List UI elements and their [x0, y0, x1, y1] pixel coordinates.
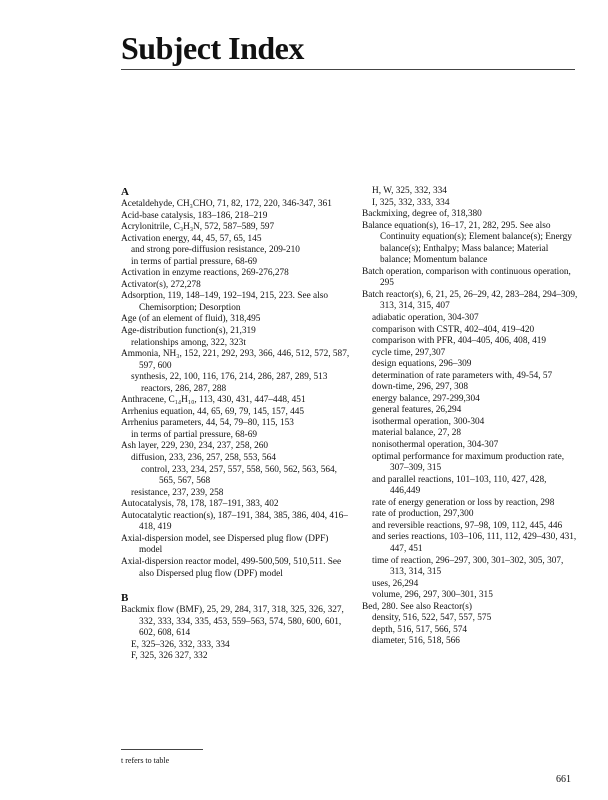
index-entry: Arrhenius equation, 44, 65, 69, 79, 145, 157, 445 [121, 406, 305, 417]
index-subentry: in terms of partial pressure, 68-69 [131, 256, 257, 267]
index-subsubentry: control, 233, 234, 257, 557, 558, 560, 562, 563, 564, 565, 567, 568 [141, 464, 338, 487]
index-subentry: determination of rate parameters with, 49-54, 57 [372, 370, 553, 381]
index-entry: Activator(s), 272,278 [121, 279, 201, 290]
index-subentry: down-time, 296, 297, 308 [372, 382, 469, 393]
index-subentry: I, 325, 332, 333, 334 [372, 197, 450, 208]
index-column-left [121, 186, 351, 663]
index-subentry: energy balance, 297-299,304 [372, 393, 480, 404]
index-subentry: resistance, 237, 239, 258 [131, 487, 224, 498]
index-subentry: and reversible reactions, 97–98, 109, 112, 445, 446 [372, 520, 563, 531]
index-subentry: comparison with PFR, 404–405, 406, 408, 419 [372, 336, 547, 347]
index-entry: Adsorption, 119, 148–149, 192–194, 215, 223. See also Chemisorption; Desorption [121, 291, 329, 313]
page-title: Subject Index [121, 30, 304, 66]
index-subentry: rate of production, 297,300 [372, 509, 474, 520]
index-entry: Ammonia, NH₃, 152, 221, 292, 293, 366, 446, 512, 572, 587, 597, 600 [121, 349, 350, 371]
index-entry: Acid-base catalysis, 183–186, 218–219 [121, 210, 268, 221]
index-subentry: volume, 296, 297, 300–301, 315 [372, 590, 493, 601]
index-subentry: and strong pore-diffusion resistance, 209-210 [131, 245, 300, 256]
index-subentry: in terms of partial pressure, 68-69 [131, 429, 257, 440]
index-entry: Age (of an element of fluid), 318,495 [121, 314, 261, 325]
index-subentry: depth, 516, 517, 566, 574 [372, 624, 468, 635]
index-subentry: and series reactions, 103–106, 111, 112, 429–430, 431, 447, 451 [372, 532, 577, 554]
index-subentry: isothermal operation, 300-304 [372, 416, 485, 427]
index-subentry: adiabatic operation, 304-307 [372, 313, 479, 324]
index-entry: Axial-dispersion reactor model, 499-500,509, 510,511. See also Dispersed plug flow (DPF) model [121, 556, 342, 579]
index-subentry: H, W, 325, 332, 334 [372, 186, 447, 196]
index-entry: Bed, 280. See also Reactor(s) [362, 601, 472, 612]
index-subentry: general features, 26,294 [372, 405, 462, 416]
index-column-right [362, 186, 578, 648]
index-entry: Backmixing, degree of, 318,380 [362, 209, 482, 220]
section-gap [121, 580, 351, 592]
footnote: t refers to table [121, 756, 170, 765]
index-subentry: optimal performance for maximum production rate, 307–309, 315 [372, 451, 565, 474]
index-entry: Acetaldehyde, CH₃CHO, 71, 82, 172, 220, 346-347, 361 [121, 199, 332, 209]
index-subentry: synthesis, 22, 100, 116, 176, 214, 286, 287, 289, 513 [131, 372, 328, 383]
index-subentry: comparison with CSTR, 402–404, 419–420 [372, 324, 535, 335]
title-rule [121, 69, 575, 70]
index-subentry: cycle time, 297,307 [372, 347, 446, 358]
index-subentry: relationships among, 322, 323t [131, 337, 246, 348]
index-subentry: uses, 26,294 [372, 578, 419, 589]
index-entry: Backmix flow (BMF), 25, 29, 284, 317, 318, 325, 326, 327, 332, 333, 334, 335, 453, 559–563, 574, 580, 600, 601, 602, 608, 614 [121, 605, 344, 639]
section-letter: A [121, 186, 129, 198]
index-entry: Anthracene, C₁₄H₁₀, 113, 430, 431, 447–448, 451 [121, 395, 306, 406]
section-letter: B [121, 592, 129, 605]
index-subentry: rate of energy generation or loss by reaction, 298 [372, 497, 555, 508]
index-entry: Acrylonitrile, C₃H₃N, 572, 587–589, 597 [121, 222, 275, 233]
index-subentry: diffusion, 233, 236, 257, 258, 553, 564 [131, 453, 276, 464]
index-entry: Axial-dispersion model, see Dispersed plug flow (DPF) model [121, 533, 329, 556]
index-subentry: diameter, 516, 518, 566 [372, 636, 460, 647]
index-subentry: design equations, 296–309 [372, 359, 472, 370]
index-subentry: F, 325, 326 327, 332 [131, 651, 208, 662]
index-entry: Batch reactor(s), 6, 21, 25, 26–29, 42, 283–284, 294–309, 313, 314, 315, 407 [362, 289, 578, 312]
footnote-rule [121, 749, 203, 750]
index-entry: Ash layer, 229, 230, 234, 237, 258, 260 [121, 441, 269, 452]
index-entry: Autocatalysis, 78, 178, 187–191, 383, 402 [121, 499, 279, 510]
index-subentry: E, 325–326, 332, 333, 334 [131, 639, 230, 650]
index-entry: Batch operation, comparison with continuous operation, 295 [362, 266, 571, 289]
index-subentry: nonisothermal operation, 304-307 [372, 440, 499, 451]
index-entry: Balance equation(s), 16–17, 21, 282, 295. See also Continuity equation(s); Element balance(s); Energy balance(s); Enthalpy; Mass balance; Material balance; Momentum balance [362, 220, 572, 266]
page-number: 661 [556, 774, 571, 785]
index-subentry: material balance, 27, 28 [372, 428, 462, 439]
index-subentry: and parallel reactions, 101–103, 110, 427, 428, 446,449 [372, 474, 547, 497]
index-subentry: time of reaction, 296–297, 300, 301–302, 305, 307, 313, 314, 315 [372, 555, 564, 578]
index-entry: Activation in enzyme reactions, 269-276,278 [121, 268, 289, 279]
index-subsubentry: reactors, 286, 287, 288 [141, 383, 227, 394]
index-entry: Age-distribution function(s), 21,319 [121, 326, 256, 337]
index-entry: Activation energy, 44, 45, 57, 65, 145 [121, 233, 262, 244]
index-entry: Arrhenius parameters, 44, 54, 79–80, 115, 153 [121, 418, 294, 429]
index-subentry: density, 516, 522, 547, 557, 575 [372, 613, 492, 624]
index-entry: Autocatalytic reaction(s), 187–191, 384, 385, 386, 404, 416–418, 419 [121, 510, 348, 533]
